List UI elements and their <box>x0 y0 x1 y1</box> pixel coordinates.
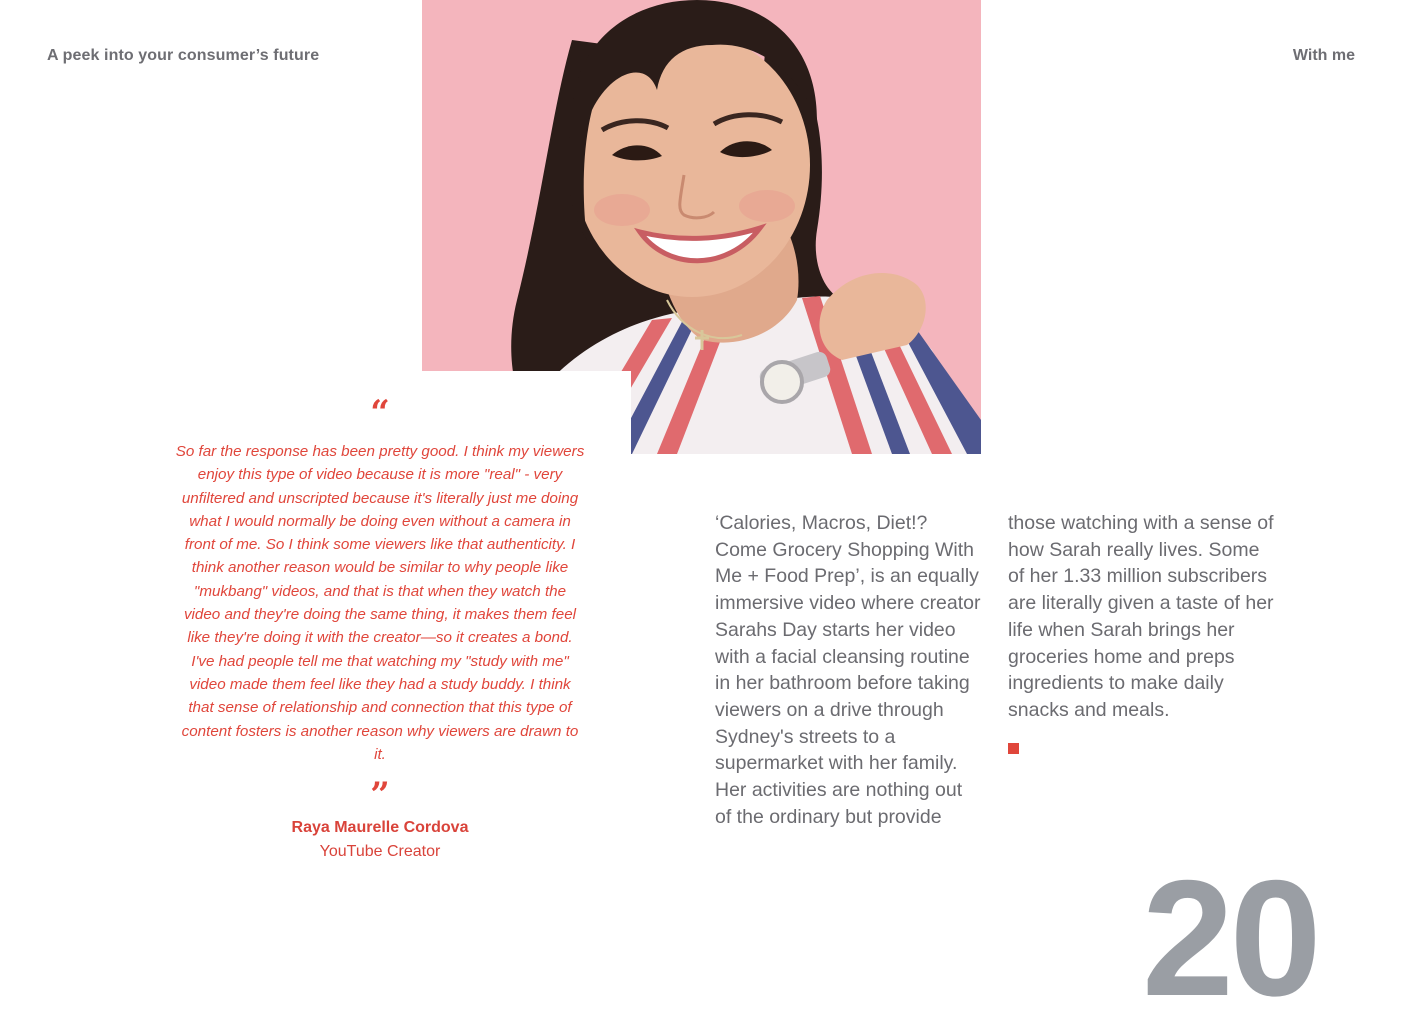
open-quote-icon: “ <box>370 393 390 433</box>
quote-author-name: Raya Maurelle Cordova <box>291 819 469 837</box>
end-of-article-square-icon <box>1008 743 1019 754</box>
body-text-column-one: ‘Calories, Macros, Diet!? Come Grocery Shopping With Me + Food Prep’, is an equally immersive video where creator Sarahs Day starts her video with a facial cleansing routine in her bathroom before taking viewers on a drive through Sydney's streets to a supermarket with her family. Her activities are nothing out of the ordinary but provide <box>715 512 981 828</box>
quote-author-role: YouTube Creator <box>319 843 441 861</box>
page-number: 20 <box>1142 846 1318 1030</box>
body-text-column-two: those watching with a sense of how Sarah really lives. Some of her 1.33 million subscribers are literally given a taste of her life when Sarah brings her groceries home and preps ingredients to make daily snacks and meals. <box>1008 512 1274 721</box>
quote-text: So far the response has been pretty good. I think my viewers enjoy this type of video because it is more "real" - very unfiltered and unscripted because it's literally just me doing what I would normally be doing even without a camera in front of me. So I think some viewers like that authenticity. I think another reason would be similar to why people like "mukbang" videos, and that is that when they watch the video and they're doing the same thing, it makes them feel like they're doing it with the creator—so it creates a bond. I've had people tell me that watching my "study with me" video made them feel like they had a study buddy. I think that sense of relationship and connection that this type of content fosters is another reason why viewers are drawn to it. <box>175 443 585 763</box>
close-quote-icon: ” <box>370 775 390 816</box>
pull-quote <box>175 393 585 864</box>
chapter-title: With me <box>1292 47 1355 64</box>
section-title: A peek into your consumer’s future <box>47 47 320 64</box>
